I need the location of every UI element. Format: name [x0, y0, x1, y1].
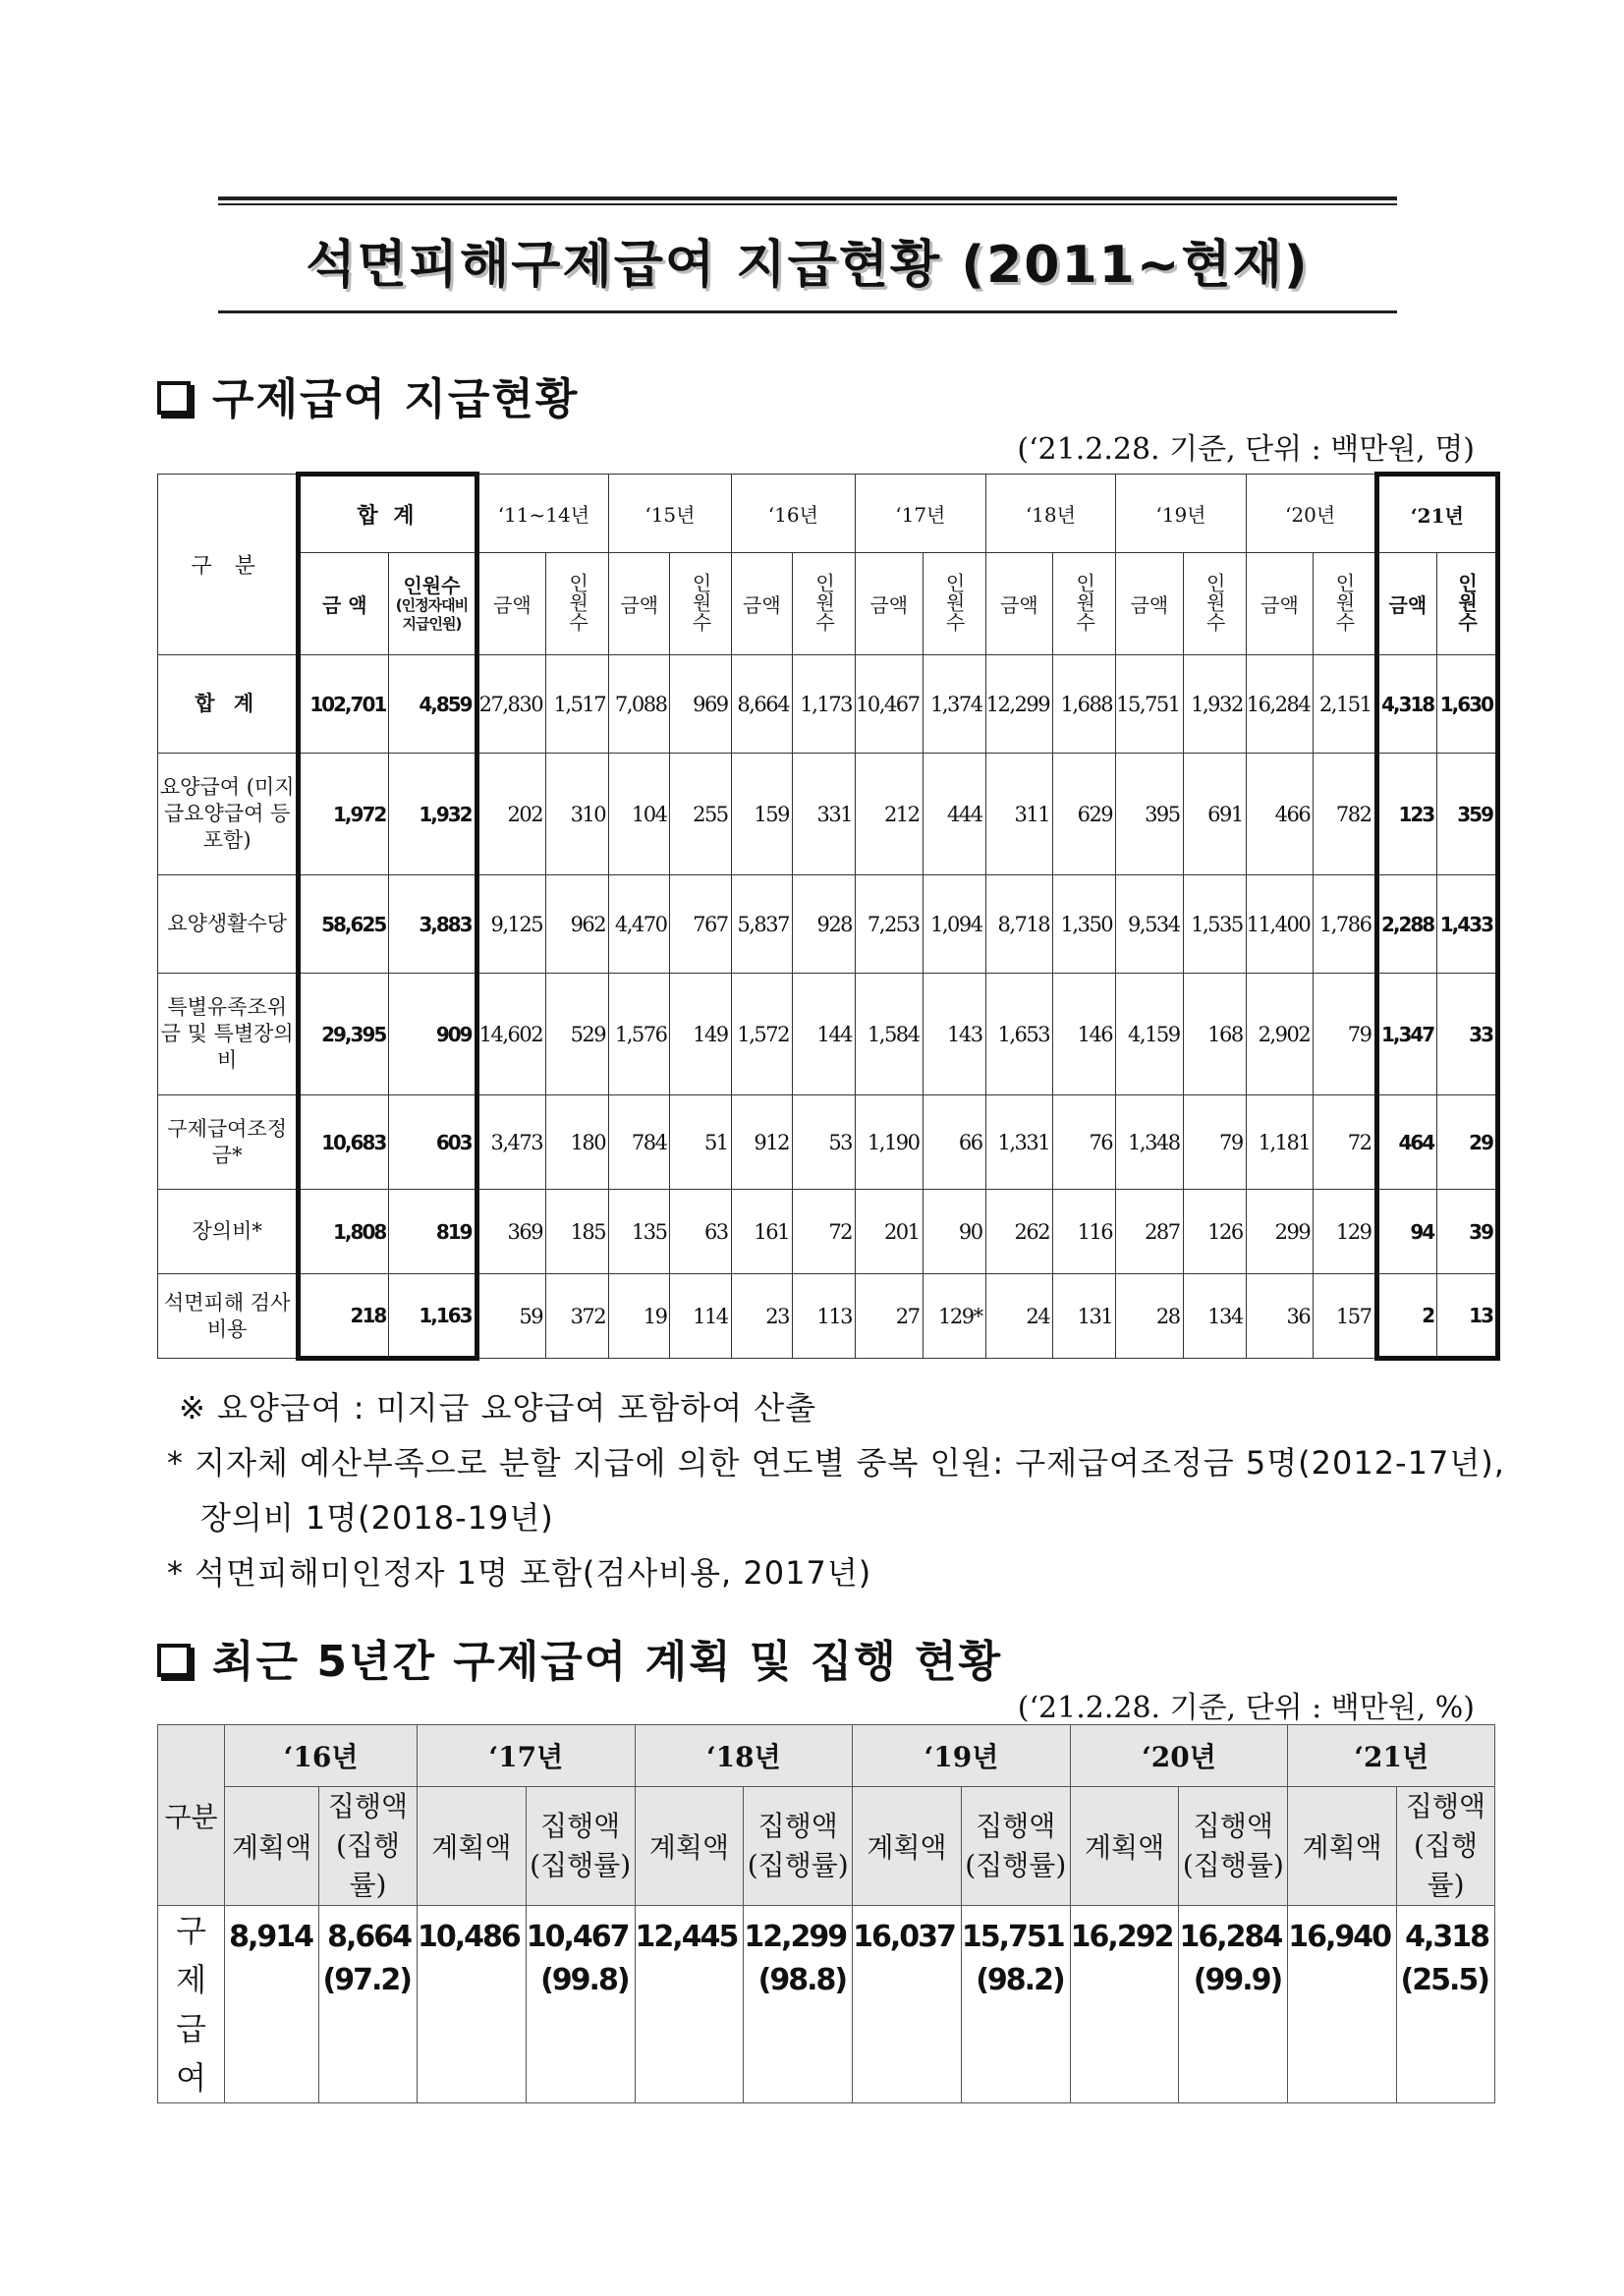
col-persons: [546, 553, 609, 655]
persons-cell: 1,173: [792, 655, 855, 754]
row-label: 특별유족조위금 및 특별장의비: [158, 974, 299, 1095]
amount-cell: 912: [731, 1095, 792, 1190]
amount-cell: 10,467: [856, 655, 923, 754]
header-period-21: ‘21년: [1376, 475, 1497, 553]
persons-cell: 129*: [923, 1274, 985, 1359]
persons-cell: 782: [1314, 754, 1376, 875]
col-persons-label: 인원수: [565, 572, 589, 632]
amount-cell: 24: [985, 1274, 1052, 1359]
header-period-18: ‘18년: [985, 475, 1116, 553]
exec-amount-header: [744, 1787, 853, 1906]
persons-cell: 143: [923, 974, 985, 1095]
persons-cell: 767: [670, 875, 731, 974]
exec-label: 집행액: [540, 1810, 621, 1842]
persons-cell: 255: [670, 754, 731, 875]
row-label: 구제급여조정금*: [158, 1095, 299, 1190]
table-row: [158, 1095, 1498, 1190]
col-persons-label: 인원수: [1203, 572, 1227, 632]
exec-value: 15,751: [961, 1920, 1064, 1954]
note-4: * 석면피해미인정자 1명 포함(검사비용, 2017년): [167, 1554, 872, 1592]
exec-label: 집행액: [1193, 1810, 1273, 1842]
exec-amount-cell: [526, 1906, 635, 2103]
exec-value: 16,284: [1179, 1920, 1282, 1954]
rate-value: (99.9): [1193, 1963, 1282, 1997]
exec-amount-header: [1397, 1787, 1495, 1906]
header-total-persons: [389, 553, 476, 655]
exec-amount-header: [319, 1787, 418, 1906]
note-2: * 지자체 예산부족으로 분할 지급에 의한 연도별 중복 인원: 구제급여조정금 5명(2012-17년),: [167, 1444, 1505, 1482]
total-amount-cell: 218: [299, 1274, 389, 1359]
persons-cell: 72: [1314, 1095, 1376, 1190]
persons-cell: 114: [670, 1274, 731, 1359]
header-period-16: ‘16년: [731, 475, 855, 553]
col-persons-label: 인원수: [1454, 572, 1479, 632]
amount-cell: 287: [1116, 1190, 1183, 1274]
amount-cell: 19: [609, 1274, 670, 1359]
exec-amount-header: [526, 1787, 635, 1906]
persons-cell: 149: [670, 974, 731, 1095]
col-persons: [1437, 553, 1498, 655]
col-persons: [1314, 553, 1376, 655]
col-persons: [923, 553, 985, 655]
title-top-rule: [218, 196, 1397, 200]
total-amount-cell: 1,972: [299, 754, 389, 875]
checkbox-square-icon: [157, 381, 191, 415]
section2-unit-note: (‘21.2.28. 기준, 단위 : 백만원, %): [1017, 1691, 1475, 1725]
rate-label: (집행률): [1182, 1849, 1284, 1881]
checkbox-square-icon: [157, 1644, 191, 1677]
persons-cell: 1,374: [923, 655, 985, 754]
amount-cell: 94: [1376, 1190, 1437, 1274]
header-period-19: ‘19년: [1116, 475, 1247, 553]
table-row: [158, 875, 1498, 974]
amount-cell: 15,751: [1116, 655, 1183, 754]
col-amount: 금액: [731, 553, 792, 655]
persons-cell: 53: [792, 1095, 855, 1190]
amount-cell: 27: [856, 1274, 923, 1359]
col-amount: 금액: [985, 553, 1052, 655]
plan-year-20: ‘20년: [1070, 1725, 1288, 1787]
col-persons-label: 인원수: [1072, 572, 1096, 632]
plan-amount-header: 계획액: [635, 1787, 744, 1906]
persons-cell: 1,688: [1053, 655, 1116, 754]
persons-cell: 72: [792, 1190, 855, 1274]
exec-amount-cell: [319, 1906, 418, 2103]
section2-heading: [157, 1626, 1002, 1689]
exec-label: 집행액: [327, 1790, 409, 1822]
col-amount: 금액: [1376, 553, 1437, 655]
notes-block: [167, 1380, 1505, 1600]
exec-amount-header: [961, 1787, 1070, 1906]
amount-cell: 299: [1246, 1190, 1313, 1274]
table-row: [158, 1190, 1498, 1274]
rate-value: (97.2): [322, 1963, 411, 1997]
persons-cell: 1,932: [1183, 655, 1246, 754]
amount-cell: 161: [731, 1190, 792, 1274]
amount-cell: 5,837: [731, 875, 792, 974]
persons-cell: 76: [1053, 1095, 1116, 1190]
col-persons: [1053, 553, 1116, 655]
rate-label: (집행률): [530, 1849, 632, 1881]
persons-cell: 185: [546, 1190, 609, 1274]
table-row: [158, 655, 1498, 754]
exec-value: 4,318: [1405, 1920, 1488, 1954]
table-row: [158, 1274, 1498, 1359]
col-amount: 금액: [1116, 553, 1183, 655]
amount-cell: 27,830: [476, 655, 545, 754]
section1-heading: [157, 364, 579, 426]
page-title: 석면피해구제급여 지급현황 (2011~현재): [306, 236, 1310, 295]
amount-cell: 7,253: [856, 875, 923, 974]
amount-cell: 311: [985, 754, 1052, 875]
col-persons-label: 인원수: [812, 572, 836, 632]
plan-amount-header: 계획액: [225, 1787, 319, 1906]
row-label: 석면피해 검사비용: [158, 1274, 299, 1359]
persons-cell: 2,151: [1314, 655, 1376, 754]
rate-value: (98.8): [757, 1963, 847, 1997]
amount-cell: 28: [1116, 1274, 1183, 1359]
col-persons-label: 인원수: [689, 572, 713, 632]
rate-label: (집행률): [1413, 1829, 1479, 1901]
amount-cell: 36: [1246, 1274, 1313, 1359]
amount-cell: 123: [1376, 754, 1437, 875]
persons-cell: 1,094: [923, 875, 985, 974]
amount-cell: 7,088: [609, 655, 670, 754]
amount-cell: 104: [609, 754, 670, 875]
persons-cell: 90: [923, 1190, 985, 1274]
exec-label: 집행액: [1405, 1790, 1486, 1822]
total-amount-cell: 58,625: [299, 875, 389, 974]
amount-cell: 369: [476, 1190, 545, 1274]
section1-unit-note: (‘21.2.28. 기준, 단위 : 백만원, 명): [1017, 432, 1475, 467]
header-total: 합 계: [299, 475, 476, 553]
amount-cell: 2,902: [1246, 974, 1313, 1095]
exec-amount-header: [1179, 1787, 1288, 1906]
section1-heading-text: 구제급여 지급현황: [212, 374, 580, 424]
header-period-17: ‘17년: [856, 475, 986, 553]
amount-cell: 395: [1116, 754, 1183, 875]
persons-cell: 157: [1314, 1274, 1376, 1359]
plan-amount-cell: 16,037: [853, 1906, 962, 2103]
header-period-20: ‘20년: [1246, 475, 1376, 553]
row-label: 요양생활수당: [158, 875, 299, 974]
rate-value: (99.8): [540, 1963, 629, 1997]
amount-cell: 201: [856, 1190, 923, 1274]
rate-label: (집행률): [335, 1829, 401, 1901]
persons-cell: 113: [792, 1274, 855, 1359]
plan-amount-header: 계획액: [417, 1787, 526, 1906]
title-bottom-rule: [218, 310, 1397, 313]
plan-amount-cell: 16,940: [1288, 1906, 1397, 2103]
amount-cell: 12,299: [985, 655, 1052, 754]
amount-cell: 8,664: [731, 655, 792, 754]
plan-year-16: ‘16년: [225, 1725, 418, 1787]
col-persons-label: 인원수: [1331, 572, 1356, 632]
persons-cell: 928: [792, 875, 855, 974]
persons-cell: 66: [923, 1095, 985, 1190]
exec-label: 집행액: [976, 1810, 1056, 1842]
persons-cell: 168: [1183, 974, 1246, 1095]
amount-cell: 9,534: [1116, 875, 1183, 974]
amount-cell: 16,284: [1246, 655, 1313, 754]
amount-cell: 9,125: [476, 875, 545, 974]
plan-year-17: ‘17년: [417, 1725, 635, 1787]
amount-cell: 23: [731, 1274, 792, 1359]
plan-amount-header: 계획액: [1288, 1787, 1397, 1906]
plan-row-label: 구제 급여: [158, 1906, 225, 2103]
col-amount: 금액: [1246, 553, 1313, 655]
col-persons: [792, 553, 855, 655]
persons-cell: 51: [670, 1095, 731, 1190]
plan-amount-header: 계획액: [853, 1787, 962, 1906]
amount-cell: 8,718: [985, 875, 1052, 974]
title-block: [218, 196, 1397, 313]
persons-cell: 63: [670, 1190, 731, 1274]
payment-status-table: [157, 472, 1500, 1361]
amount-cell: 4,470: [609, 875, 670, 974]
amount-cell: 11,400: [1246, 875, 1313, 974]
persons-cell: 331: [792, 754, 855, 875]
row-label: 합 계: [158, 655, 299, 754]
persons-cell: 962: [546, 875, 609, 974]
header-persons-label: 인원수: [403, 573, 461, 597]
amount-cell: 1,190: [856, 1095, 923, 1190]
persons-cell: 310: [546, 754, 609, 875]
amount-cell: 2: [1376, 1274, 1437, 1359]
plan-amount-header: 계획액: [1070, 1787, 1179, 1906]
header-period-15: ‘15년: [609, 475, 732, 553]
exec-label: 집행액: [757, 1810, 838, 1842]
persons-cell: 1,535: [1183, 875, 1246, 974]
header-period-11-14: ‘11~14년: [476, 475, 609, 553]
amount-cell: 784: [609, 1095, 670, 1190]
total-amount-cell: 1,808: [299, 1190, 389, 1274]
amount-cell: 135: [609, 1190, 670, 1274]
persons-cell: 131: [1053, 1274, 1116, 1359]
persons-cell: 79: [1183, 1095, 1246, 1190]
amount-cell: 159: [731, 754, 792, 875]
total-persons-cell: 909: [389, 974, 476, 1095]
total-persons-cell: 1,932: [389, 754, 476, 875]
persons-cell: 1,517: [546, 655, 609, 754]
persons-cell: 372: [546, 1274, 609, 1359]
col-persons-label: 인원수: [942, 572, 967, 632]
note-3: 장의비 1명(2018-19년): [200, 1499, 554, 1537]
rate-label: (집행률): [965, 1849, 1067, 1881]
plan-amount-cell: 16,292: [1070, 1906, 1179, 2103]
amount-cell: 59: [476, 1274, 545, 1359]
amount-cell: 4,318: [1376, 655, 1437, 754]
amount-cell: 4,159: [1116, 974, 1183, 1095]
plan-header-gubun: 구분: [158, 1725, 225, 1906]
persons-cell: 134: [1183, 1274, 1246, 1359]
header-total-amount: 금 액: [299, 553, 389, 655]
persons-cell: 33: [1437, 974, 1498, 1095]
amount-cell: 1,576: [609, 974, 670, 1095]
col-amount: 금액: [856, 553, 923, 655]
total-amount-cell: 10,683: [299, 1095, 389, 1190]
header-gubun: 구 분: [158, 475, 299, 655]
amount-cell: 3,473: [476, 1095, 545, 1190]
amount-cell: 212: [856, 754, 923, 875]
persons-cell: 13: [1437, 1274, 1498, 1359]
table-row: [158, 754, 1498, 875]
persons-cell: 180: [546, 1095, 609, 1190]
total-persons-cell: 4,859: [389, 655, 476, 754]
exec-amount-cell: [961, 1906, 1070, 2103]
amount-cell: 1,181: [1246, 1095, 1313, 1190]
amount-cell: 1,331: [985, 1095, 1052, 1190]
total-persons-cell: 603: [389, 1095, 476, 1190]
amount-cell: 464: [1376, 1095, 1437, 1190]
amount-cell: 262: [985, 1190, 1052, 1274]
persons-cell: 444: [923, 754, 985, 875]
persons-cell: 126: [1183, 1190, 1246, 1274]
persons-cell: 969: [670, 655, 731, 754]
plan-amount-cell: 8,914: [225, 1906, 319, 2103]
persons-cell: 144: [792, 974, 855, 1095]
persons-cell: 629: [1053, 754, 1116, 875]
amount-cell: 1,572: [731, 974, 792, 1095]
persons-cell: 1,433: [1437, 875, 1498, 974]
persons-cell: 1,630: [1437, 655, 1498, 754]
exec-amount-cell: [744, 1906, 853, 2103]
exec-amount-cell: [1397, 1906, 1495, 2103]
plan-execution-table: [157, 1724, 1495, 2103]
amount-cell: 202: [476, 754, 545, 875]
col-amount: 금액: [609, 553, 670, 655]
amount-cell: 2,288: [1376, 875, 1437, 974]
table-row: [158, 974, 1498, 1095]
persons-cell: 129: [1314, 1190, 1376, 1274]
persons-cell: 1,786: [1314, 875, 1376, 974]
plan-year-18: ‘18년: [635, 1725, 853, 1787]
exec-value: 10,467: [526, 1920, 629, 1954]
persons-cell: 146: [1053, 974, 1116, 1095]
amount-cell: 1,347: [1376, 974, 1437, 1095]
amount-cell: 1,653: [985, 974, 1052, 1095]
amount-cell: 1,348: [1116, 1095, 1183, 1190]
header-persons-note: (인정자대비 지급인원): [395, 595, 469, 633]
persons-cell: 1,350: [1053, 875, 1116, 974]
persons-cell: 29: [1437, 1095, 1498, 1190]
persons-cell: 116: [1053, 1190, 1116, 1274]
persons-cell: 79: [1314, 974, 1376, 1095]
row-label: 장의비*: [158, 1190, 299, 1274]
total-persons-cell: 3,883: [389, 875, 476, 974]
row-label: 요양급여 (미지급요양급여 등 포함): [158, 754, 299, 875]
exec-value: 12,299: [744, 1920, 847, 1954]
total-persons-cell: 819: [389, 1190, 476, 1274]
amount-cell: 1,584: [856, 974, 923, 1095]
plan-amount-cell: 12,445: [635, 1906, 744, 2103]
plan-amount-cell: 10,486: [417, 1906, 526, 2103]
col-amount: 금액: [476, 553, 545, 655]
persons-cell: 529: [546, 974, 609, 1095]
persons-cell: 691: [1183, 754, 1246, 875]
rate-value: (25.5): [1400, 1963, 1488, 1997]
amount-cell: 466: [1246, 754, 1313, 875]
persons-cell: 39: [1437, 1190, 1498, 1274]
rate-value: (98.2): [976, 1963, 1064, 1997]
plan-year-19: ‘19년: [853, 1725, 1071, 1787]
exec-amount-cell: [1179, 1906, 1288, 2103]
rate-label: (집행률): [747, 1849, 849, 1881]
section2-heading-text: 최근 5년간 구제급여 계획 및 집행 현황: [212, 1637, 1003, 1687]
note-1: ※ 요양급여 : 미지급 요양급여 포함하여 산출: [179, 1389, 817, 1427]
col-persons: [1183, 553, 1246, 655]
amount-cell: 14,602: [476, 974, 545, 1095]
total-persons-cell: 1,163: [389, 1274, 476, 1359]
plan-year-21: ‘21년: [1288, 1725, 1495, 1787]
exec-value: 8,664: [327, 1920, 411, 1954]
total-amount-cell: 102,701: [299, 655, 389, 754]
persons-cell: 359: [1437, 754, 1498, 875]
col-persons: [670, 553, 731, 655]
total-amount-cell: 29,395: [299, 974, 389, 1095]
